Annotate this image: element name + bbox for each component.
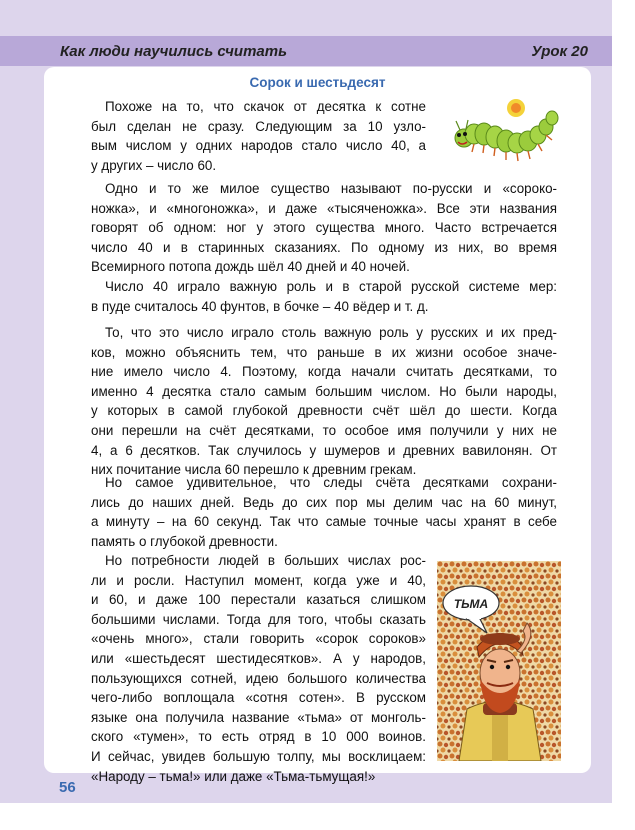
text-line: них почитание числа 60 перешло к древним грекам. — [91, 462, 417, 478]
text-line: ножка», и «многоножка», и даже «тысяченожка». Все эти названия — [91, 200, 557, 216]
text-line: или «шестьдесят шестидесятков». А у народов, — [91, 650, 426, 666]
paragraph-3 — [91, 277, 557, 316]
text-line: чего-либо воплощала «сотня сотен». В русском — [91, 690, 426, 706]
text-line: говорят об одном: ног у этого существа много. Часто встречается — [91, 220, 557, 236]
text-line: у которых в самой глубокой древности счёт шёл до шести. Когда — [91, 403, 557, 419]
paragraph-2 — [91, 179, 557, 277]
text-line: ли и росли. Наступил момент, когда уже и 40, — [91, 572, 426, 588]
book-section-title: Как люди научились считать — [60, 43, 288, 60]
text-line: Но потребности людей в больших числах рос- — [105, 553, 426, 568]
text-line: ков, можно объяснить тем, что раньше в их жизни особое значе- — [91, 344, 557, 360]
text-line: «очень много», стали говорить «сорок сороков» — [91, 631, 426, 647]
text-line: лись до наших дней. Ведь до сих пор мы делим час на 60 минут, — [91, 494, 557, 510]
text-line: у других – число 60. — [91, 157, 217, 173]
warrior-crowd-illustration — [437, 561, 561, 761]
text-line: То, что это число играло столь важную роль у русских и их пред- — [105, 325, 557, 340]
text-line: Всемирного потопа дождь шёл 40 дней и 40 ночей. — [91, 259, 410, 275]
caterpillar-illustration — [448, 90, 562, 168]
text-line: Число 40 играло важную роль и в старой русской системе мер: — [105, 279, 557, 294]
speech-bubble-text: ТЬМА — [453, 597, 489, 611]
text-line: ского «тумен», то есть отряд в 10 000 воинов. — [91, 729, 426, 745]
section-title: Сорок и шестьдесят — [249, 75, 386, 90]
text-line: 4, а 6 десятков. Так случилось у шумеров и древних вавилонян. От — [91, 442, 557, 458]
text-line: и 60, и даже 100 перестали казаться слишком — [91, 592, 426, 608]
text-line: они перешли на счёт десятками, то особое имя получили у них не — [91, 422, 557, 438]
text-line: ние имело число 4. Поэтому, когда начали считать десятками, то — [91, 364, 557, 380]
text-line: большими числами. Тогда для того, чтобы сказать — [91, 611, 426, 627]
text-line: память о глубокой древности. — [91, 533, 278, 549]
text-line: Одно и то же милое существо называют по-русски и «сороко- — [105, 181, 557, 196]
paragraph-6 — [91, 551, 426, 786]
paragraph-1 — [91, 97, 426, 175]
text-line: Но самое удивительное, что следы счёта десятками сохрани- — [105, 475, 557, 490]
text-line: число 40 и в старинных сказаниях. По одному из них, во время — [91, 239, 557, 255]
text-line: «Народу – тьма!» или даже «Тьма-тьмущая!» — [91, 768, 376, 784]
paragraph-4 — [91, 323, 557, 480]
text-line: И сейчас, увидев большую толпу, мы восклицаем: — [91, 748, 426, 764]
text-line: а минуту – на 60 секунд. Так что самые точные часы хранят в себе — [91, 514, 557, 530]
lesson-label: Урок 20 — [531, 43, 588, 60]
text-line: Похоже на то, что скачок от десятка к сотне — [105, 99, 426, 114]
text-line: был сделан не сразу. Следующим за 10 узло- — [91, 118, 426, 134]
text-line: в пуде считалось 40 фунтов, в бочке – 40 вёдер и т. д. — [91, 298, 429, 314]
text-line: именно 4 десятка стало самым большим числом. Но были народы, — [91, 383, 557, 399]
sun-icon — [507, 99, 525, 117]
page-number: 56 — [59, 779, 76, 796]
text-line: вым числом у одних народов стало число 40, а — [91, 138, 426, 154]
paragraph-5 — [91, 473, 557, 551]
text-line: пользующихся сотней, идею большого количества — [91, 670, 426, 686]
text-line: языке она получила название «тьма» от монголь- — [91, 709, 426, 725]
